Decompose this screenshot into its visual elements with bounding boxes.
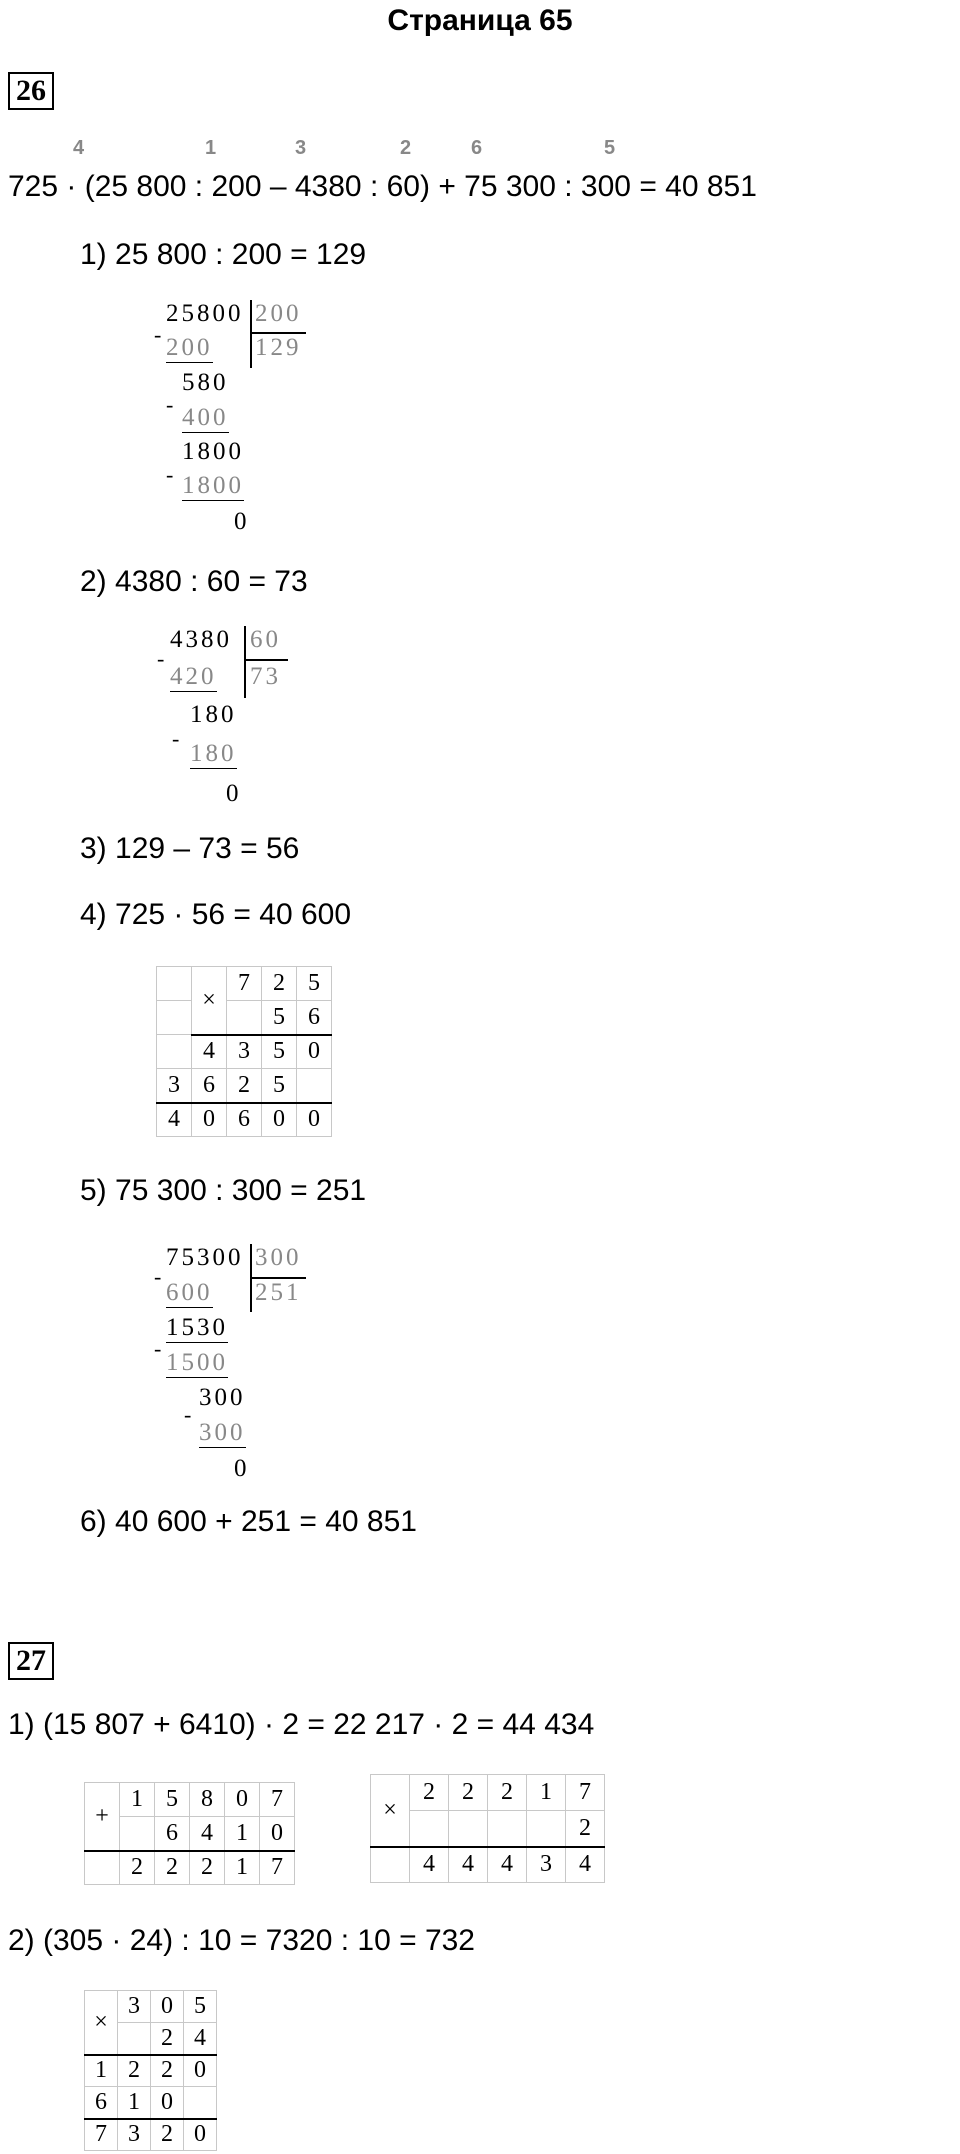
grid-cell: 0 [184,2119,217,2151]
final-remainder: 0 [234,1455,250,1482]
subtrahend: 420 [170,663,217,690]
grid-cell: 0 [262,1103,297,1137]
task26-step-5: 5) 75 300 : 300 = 251 [80,1174,367,1207]
dividend: 75300 [166,1244,244,1271]
task26-step-3: 3) 129 – 73 = 56 [80,832,300,865]
grid-cell: 2 [410,1775,449,1811]
grid-cell: 0 [151,1991,184,2023]
division-bar [250,300,252,368]
grid-cell: 0 [260,1817,295,1851]
grid-cell: 1 [527,1775,566,1811]
grid-cell: 2 [151,2119,184,2151]
grid-cell: 5 [155,1783,190,1817]
grid-cell: 6 [85,2087,118,2119]
remainder: 1800 [182,438,244,465]
grid-cell [184,2087,217,2119]
grid-cell: 5 [262,1069,297,1103]
grid-cell: 5 [262,1001,297,1035]
subtrahend: 400 [182,404,229,431]
grid-cell: 2 [449,1775,488,1811]
grid-cell: 7 [85,2119,118,2151]
grid-cell [297,1069,332,1103]
multiplication-grid-22217x2 [370,1774,605,1883]
grid-cell: 4 [184,2023,217,2055]
order-mark: 5 [604,137,616,159]
grid-cell [157,1035,192,1069]
subtrahend: 180 [190,740,237,767]
grid-cell: 0 [192,1103,227,1137]
task-number-27: 27 [8,1642,54,1680]
grid-cell [227,1001,262,1035]
plus-sign: + [85,1783,120,1851]
grid-cell: 4 [192,1035,227,1069]
quotient: 129 [255,334,302,361]
grid-cell: 0 [151,2087,184,2119]
grid-cell: 6 [227,1103,262,1137]
divisor: 60 [250,626,281,653]
task-number-26: 26 [8,72,54,110]
grid-cell: 4 [190,1817,225,1851]
final-remainder: 0 [234,508,250,535]
task26-step-2: 2) 4380 : 60 = 73 [80,565,308,598]
task26-step-6: 6) 40 600 + 251 = 40 851 [80,1505,417,1538]
grid-cell [488,1811,527,1847]
remainder: 180 [190,701,237,728]
grid-cell: 2 [566,1811,605,1847]
minus-sign: - [172,726,180,751]
grid-cell: 7 [227,967,262,1001]
grid-cell: 2 [488,1775,527,1811]
minus-sign: - [184,1402,192,1427]
grid-cell: 2 [155,1851,190,1885]
grid-cell: 3 [118,2119,151,2151]
dividend: 4380 [170,626,232,653]
minus-sign: - [166,392,174,417]
grid-cell: 0 [184,2055,217,2087]
subtrahend: 600 [166,1279,213,1306]
grid-cell: 2 [262,967,297,1001]
multiplication-grid-725x56 [156,966,332,1137]
order-mark: 4 [73,137,85,159]
grid-cell [449,1811,488,1847]
quotient-line [244,659,288,661]
grid-cell: 7 [566,1775,605,1811]
grid-cell: 4 [157,1103,192,1137]
subtrahend: 300 [199,1419,246,1446]
grid-cell: 2 [151,2023,184,2055]
grid-cell: 6 [192,1069,227,1103]
task26-expression: 725 · (25 800 : 200 – 4380 : 60) + 75 300 : 300 = 40 851 [8,170,757,203]
grid-cell: 4 [566,1847,605,1883]
grid-cell: 4 [449,1847,488,1883]
grid-cell [157,967,192,1001]
minus-sign: - [157,646,165,671]
task27-step-2: 2) (305 · 24) : 10 = 7320 : 10 = 732 [8,1924,475,1957]
grid-cell: 5 [184,1991,217,2023]
grid-cell: 2 [227,1069,262,1103]
grid-cell [118,2023,151,2055]
times-sign: × [371,1775,410,1847]
subtrahend: 1500 [166,1349,228,1376]
grid-cell: 4 [488,1847,527,1883]
quotient: 251 [255,1279,302,1306]
grid-cell: 3 [227,1035,262,1069]
grid-cell: 1 [118,2087,151,2119]
multiplication-grid-305x24 [84,1990,217,2151]
grid-cell: 4 [410,1847,449,1883]
grid-cell: 3 [527,1847,566,1883]
grid-cell: 6 [297,1001,332,1035]
task27-step-1: 1) (15 807 + 6410) · 2 = 22 217 · 2 = 44 434 [8,1708,595,1741]
dividend: 25800 [166,300,244,327]
minus-sign: - [166,462,174,487]
remainder: 580 [182,369,229,396]
task26-step-4: 4) 725 · 56 = 40 600 [80,898,352,931]
grid-cell: 2 [190,1851,225,1885]
grid-cell: 3 [157,1069,192,1103]
grid-cell: 2 [151,2055,184,2087]
minus-sign: - [154,322,162,347]
grid-cell: 1 [225,1817,260,1851]
task26-step-1: 1) 25 800 : 200 = 129 [80,238,367,271]
order-mark: 2 [400,137,412,159]
final-remainder: 0 [226,780,242,807]
grid-cell [371,1847,410,1883]
grid-cell [85,1851,120,1885]
grid-cell: 7 [260,1851,295,1885]
grid-cell: 0 [297,1103,332,1137]
grid-cell: 7 [260,1783,295,1817]
order-mark: 6 [471,137,483,159]
grid-cell: 1 [85,2055,118,2087]
grid-cell [157,1001,192,1035]
grid-cell [410,1811,449,1847]
quotient: 73 [250,663,281,690]
remainder: 1530 [166,1314,228,1341]
grid-cell [527,1811,566,1847]
grid-cell: 5 [262,1035,297,1069]
grid-cell: 2 [120,1851,155,1885]
remainder: 300 [199,1384,246,1411]
minus-sign: - [154,1264,162,1289]
division-bar [244,626,246,698]
grid-cell: 0 [225,1783,260,1817]
subtrahend: 200 [166,334,213,361]
addition-grid [84,1782,295,1885]
minus-sign: - [154,1336,162,1361]
grid-cell: 1 [225,1851,260,1885]
grid-cell: 2 [118,2055,151,2087]
grid-cell: 0 [297,1035,332,1069]
grid-cell: 1 [120,1783,155,1817]
divisor: 300 [255,1244,302,1271]
grid-cell: 3 [118,1991,151,2023]
order-mark: 1 [205,137,217,159]
times-sign: × [192,967,227,1035]
page-title: Страница 65 [387,4,573,37]
subtrahend: 1800 [182,472,244,499]
times-sign: × [85,1991,118,2055]
grid-cell: 6 [155,1817,190,1851]
divisor: 200 [255,300,302,327]
grid-cell: 5 [297,967,332,1001]
order-mark: 3 [295,137,307,159]
grid-cell: 8 [190,1783,225,1817]
grid-cell [120,1817,155,1851]
